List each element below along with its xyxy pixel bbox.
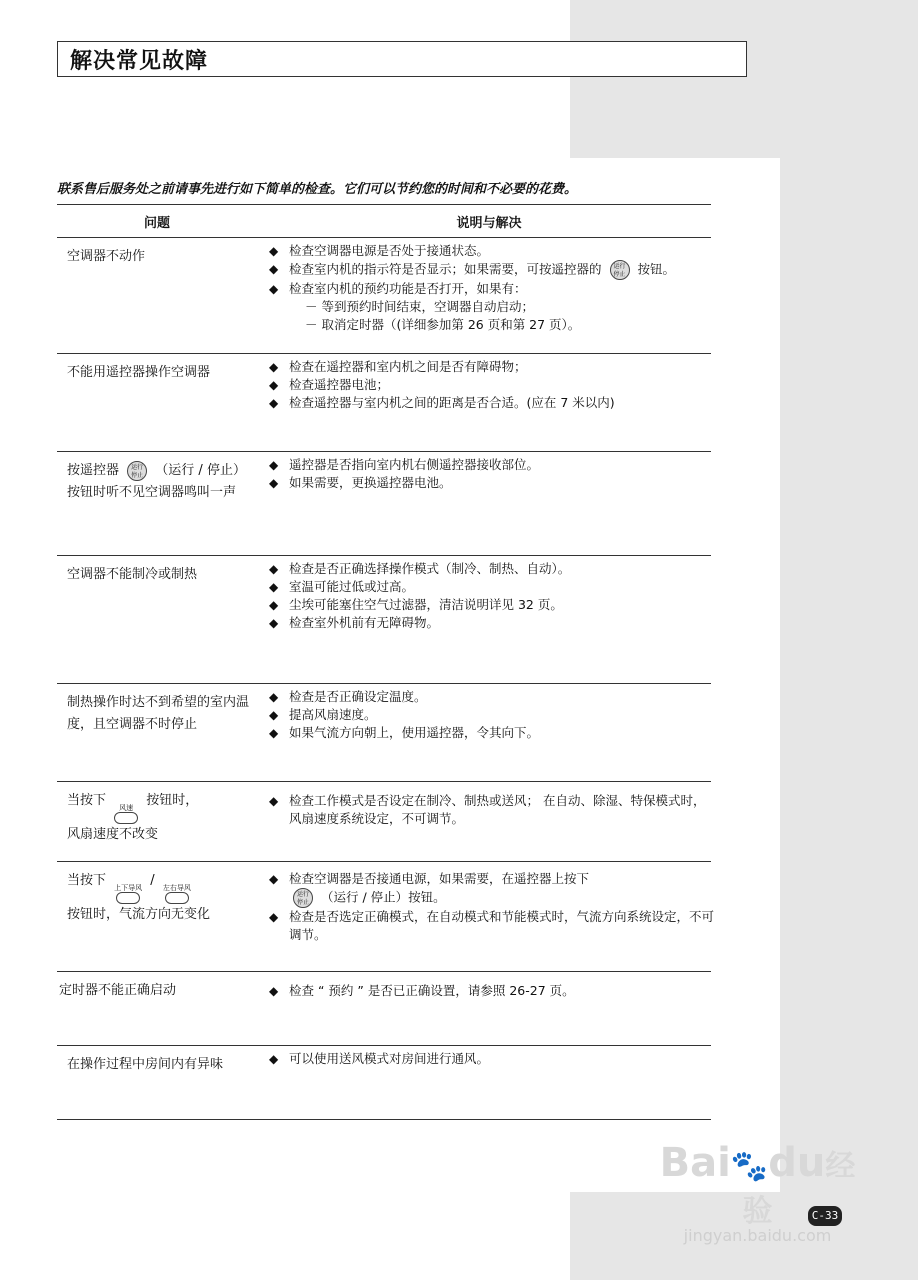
table-row: [57, 354, 711, 452]
table-row: [57, 1046, 711, 1120]
paw-icon: 🐾: [730, 1149, 769, 1184]
table-row: [57, 452, 711, 556]
solution-cell: [269, 688, 714, 742]
solution-item: ◆ 检查工作模式是否设定在制冷、制热或送风； 在自动、除湿、特保模式时，风扇速度系统设定，不可调节。: [269, 792, 714, 828]
table-row: [57, 862, 715, 972]
watermark-url: jingyan.baidu.com: [683, 1226, 832, 1245]
solution-cell: [269, 982, 714, 1000]
solution-item: ◆ 遥控器是否指向室内机右侧遥控器接收部位。: [269, 456, 714, 474]
solution-cell: [269, 870, 714, 944]
solution-subitem: － 取消定时器（(详细参加第 26 页和第 27 页）。: [305, 317, 581, 332]
problem-cell: 空调器不能制冷或制热: [67, 567, 198, 582]
solution-cell: [269, 242, 714, 334]
problem-cell: 定时器不能正确启动: [59, 983, 177, 998]
solution-cell: [269, 792, 714, 828]
solution-item: ◆ 检查室内机的预约功能是否打开，如果有：: [269, 280, 714, 298]
run-stop-button-icon: 运行 停止: [610, 260, 630, 280]
page-number: C-33: [808, 1206, 842, 1226]
run-stop-button-icon: 运行 停止: [127, 461, 147, 481]
problem-cell: 当按下 风速 按钮时， 风扇速度不改变: [67, 793, 199, 842]
solution-item: ◆ 检查 “ 预约 ” 是否已正确设置，请参照 26-27 页。: [269, 982, 714, 1000]
header-solution: 说明与解决: [456, 215, 522, 231]
header-problem: 问题: [143, 215, 170, 231]
solution-item: ◆ 检查空调器电源是否处于接通状态。: [269, 242, 714, 260]
problem-cell: 在操作过程中房间内有异味: [67, 1057, 224, 1072]
baidu-logo: Bai🐾du经验: [659, 1140, 856, 1229]
solution-item: ◆ 检查在遥控器和室内机之间是否有障碍物；: [269, 358, 714, 376]
solution-item: ◆ 检查是否正确设定温度。: [269, 688, 714, 706]
solution-item-continued: 运行 停止 （运行 / 停止）按钮。: [269, 888, 714, 908]
troubleshooting-table: [57, 204, 715, 1120]
table-row: [57, 684, 711, 782]
page-title: 解决常见故障: [57, 41, 747, 77]
vertical-swing-button-icon: 上下导风: [114, 884, 142, 904]
problem-cell: 不能用遥控器操作空调器: [67, 365, 211, 380]
solution-item: ◆ 如果气流方向朝上，使用遥控器，令其向下。: [269, 724, 714, 742]
solution-item: ◆ 检查是否正确选择操作模式（制冷、制热、自动）。: [269, 560, 714, 578]
solution-subitem: － 等到预约时间结束，空调器自动启动；: [305, 299, 534, 314]
table-row: [57, 238, 711, 354]
solution-item: ◆ 检查室外机前有无障碍物。: [269, 614, 714, 632]
table-row: [57, 782, 711, 862]
problem-cell: 制热操作时达不到希望的室内温度，且空调器不时停止: [67, 695, 250, 732]
solution-item: ◆ 检查是否选定正确模式，在自动模式和节能模式时，气流方向系统设定，不可调节。: [269, 908, 714, 944]
intro-text: 联系售后服务处之前请事先进行如下简单的检查。它们可以节约您的时间和不必要的花费。: [57, 182, 578, 197]
solution-item: ◆ 检查遥控器与室内机之间的距离是否合适。(应在 7 米以内): [269, 394, 714, 412]
problem-cell: 空调器不动作: [67, 249, 146, 264]
solution-item: ◆ 可以使用送风模式对房间进行通风。: [269, 1050, 714, 1068]
table-row: [57, 972, 711, 1046]
solution-item: ◆ 尘埃可能塞住空气过滤器，清洁说明详见 32 页。: [269, 596, 714, 614]
fan-speed-button-icon: 风速: [114, 804, 138, 824]
solution-item: ◆ 如果需要，更换遥控器电池。: [269, 474, 714, 492]
solution-cell: [269, 456, 714, 492]
solution-item: ◆ 检查遥控器电池；: [269, 376, 714, 394]
horizontal-swing-button-icon: 左右导风: [163, 884, 191, 904]
solution-cell: [269, 358, 714, 412]
run-stop-button-icon: 运行 停止: [293, 888, 313, 908]
solution-cell: [269, 560, 714, 632]
solution-item: ◆ 提高风扇速度。: [269, 706, 714, 724]
problem-cell: 当按下 上下导风 / 左右导风 按钮时，气流方向无变化: [67, 873, 211, 922]
page-side-shade: [780, 0, 918, 1280]
problem-cell: 按遥控器 运行 停止 （运行 / 停止） 按钮时听不见空调器鸣叫一声: [67, 460, 257, 504]
solution-cell: [269, 1050, 714, 1068]
baidu-watermark: [650, 1140, 865, 1245]
table-row: [57, 556, 711, 684]
solution-item: ◆ 检查室内机的指示符是否显示；如果需要，可按遥控器的 运行 停止 按钮。: [269, 260, 714, 280]
table-header: [57, 204, 711, 238]
solution-item: ◆ 检查空调器是否接通电源，如果需要，在遥控器上按下: [269, 870, 714, 888]
solution-item: ◆ 室温可能过低或过高。: [269, 578, 714, 596]
